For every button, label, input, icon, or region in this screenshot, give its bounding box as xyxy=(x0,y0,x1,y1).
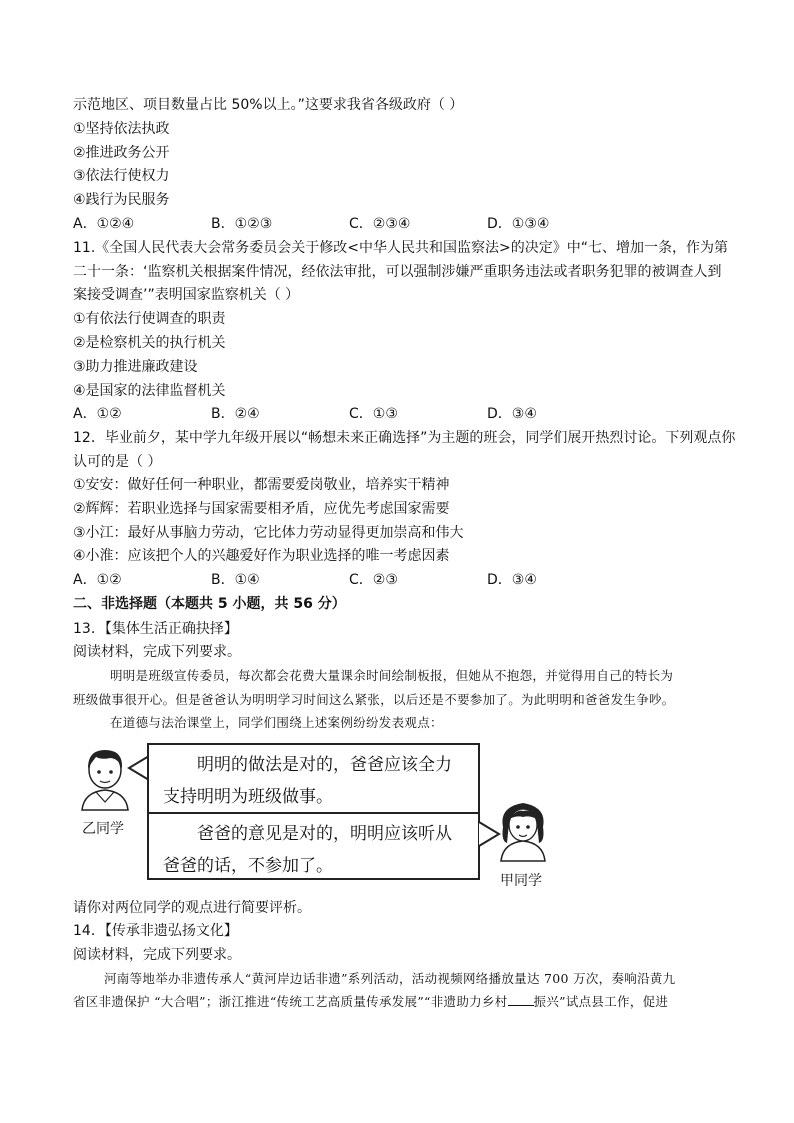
q12-option-c[interactable]: C．②③ xyxy=(349,572,398,588)
q10-stem-end: 示范地区、项目数量占比 50%以上。”这要求我省各级政府（ ） xyxy=(73,97,464,113)
q13-material-line-3: 在道德与法治课堂上，同学们围绕上述案例纷纷发表观点： xyxy=(110,715,443,730)
q10-option-a[interactable]: A．①②④ xyxy=(73,216,135,232)
q11-item-4: ④是国家的法律监督机关 xyxy=(73,383,226,399)
speech-bubble-yi xyxy=(147,743,480,815)
q11-item-2: ②是检察机关的执行机关 xyxy=(73,335,226,351)
girl-student-illustration xyxy=(493,797,553,863)
caption-jia: 甲同学 xyxy=(500,873,542,889)
q12-option-b[interactable]: B．①④ xyxy=(211,572,260,588)
q12-stem-line-1: 12．毕业前夕，某中学九年级开展以“畅想未来正确选择”为主题的班会，同学们展开热烈讨论。下列观点你 xyxy=(73,430,736,446)
bubble-jia-line-1: 爸爸的意见是对的，明明应该听从 xyxy=(197,824,452,844)
q14-title: 14．【传承非遗弘扬文化】 xyxy=(73,923,238,939)
q10-item-1: ①坚持依法执政 xyxy=(73,121,170,137)
q13-question: 请你对两位同学的观点进行简要评析。 xyxy=(73,900,311,916)
q11-stem-line-2: 二十一条：‘监察机关根据案件情况，经依法审批，可以强制涉嫌严重职务违法或者职务犯罪的被调查人到 xyxy=(73,264,722,280)
q12-item-1: ①安安：做好任何一种职业，都需要爱岗敬业，培养实干精神 xyxy=(73,477,450,493)
q13-material-line-1: 明明是班级宣传委员，每次都会花费大量课余时间绘制板报，但她从不抱怨，并觉得用自己的特长为 xyxy=(110,668,674,683)
q10-option-b[interactable]: B．①②③ xyxy=(211,216,273,232)
q14-material-line-2-b: 振兴”试点县工作，促进 xyxy=(533,994,669,1009)
bubble-yi-line-2: 支持明明为班级做事。 xyxy=(163,787,333,807)
q13-instruction: 阅读材料，完成下列要求。 xyxy=(73,644,241,660)
q10-option-c[interactable]: C．②③④ xyxy=(349,216,411,232)
bubble-jia-line-2: 爸爸的话，不参加了。 xyxy=(163,856,333,876)
q14-material-line-2-a: 省区非遗保护 “大合唱”；浙江推进“传统工艺高质量传承发展”“非遗助力乡村 xyxy=(73,994,508,1009)
section-title: 二、非选择题（本题共 5 小题，共 56 分） xyxy=(73,596,346,612)
q14-instruction: 阅读材料，完成下列要求。 xyxy=(73,947,241,963)
q10-item-2: ②推进政务公开 xyxy=(73,145,170,161)
q12-item-2: ②辉辉：若职业选择与国家需要相矛盾，应优先考虑国家需要 xyxy=(73,501,450,517)
q11-option-b[interactable]: B．②④ xyxy=(211,406,260,422)
q12-item-4: ④小淮：应该把个人的兴趣爱好作为职业选择的唯一考虑因素 xyxy=(73,548,450,564)
q10-item-4: ④践行为民服务 xyxy=(73,192,170,208)
speech-bubble-jia xyxy=(147,812,480,880)
q14-material-line-2 xyxy=(73,992,668,1012)
q11-option-c[interactable]: C．①③ xyxy=(349,406,398,422)
q11-option-d[interactable]: D．③④ xyxy=(487,406,537,422)
q12-option-a[interactable]: A．①② xyxy=(73,572,122,588)
q13-title: 13．【集体生活正确抉择】 xyxy=(73,621,238,637)
q11-option-a[interactable]: A．①② xyxy=(73,406,122,422)
q11-stem-line-1: 11.《全国人民代表大会常务委员会关于修改<中华人民共和国监察法>的决定》中“七、增加一条，作为第 xyxy=(73,240,728,256)
q11-item-3: ③助力推进廉政建设 xyxy=(73,359,198,375)
q10-option-d[interactable]: D．①③④ xyxy=(487,216,550,232)
q14-material-line-1: 河南等地举办非遗传承人“黄河岸边话非遗”系列活动，活动视频网络播放量达 700 万次，奏响沿黄九 xyxy=(104,971,676,986)
q10-item-3: ③依法行使权力 xyxy=(73,168,170,184)
fill-in-blank[interactable] xyxy=(508,993,534,1006)
caption-yi: 乙同学 xyxy=(82,821,124,837)
q12-stem-line-2: 认可的是（ ） xyxy=(73,454,162,470)
q12-option-d[interactable]: D．③④ xyxy=(487,572,537,588)
bubble-yi-line-1: 明明的做法是对的，爸爸应该全力 xyxy=(197,755,452,775)
q13-material-line-2: 班级做事很开心。但是爸爸认为明明学习时间这么紧张，以后还是不要参加了。为此明明和爸爸发生争吵。 xyxy=(73,692,675,707)
q11-stem-line-3: 案接受调查’”表明国家监察机关（ ） xyxy=(73,287,300,303)
q12-item-3: ③小江：最好从事脑力劳动，它比体力劳动显得更加崇高和伟大 xyxy=(73,525,464,541)
q11-item-1: ①有依法行使调查的职责 xyxy=(73,311,226,327)
